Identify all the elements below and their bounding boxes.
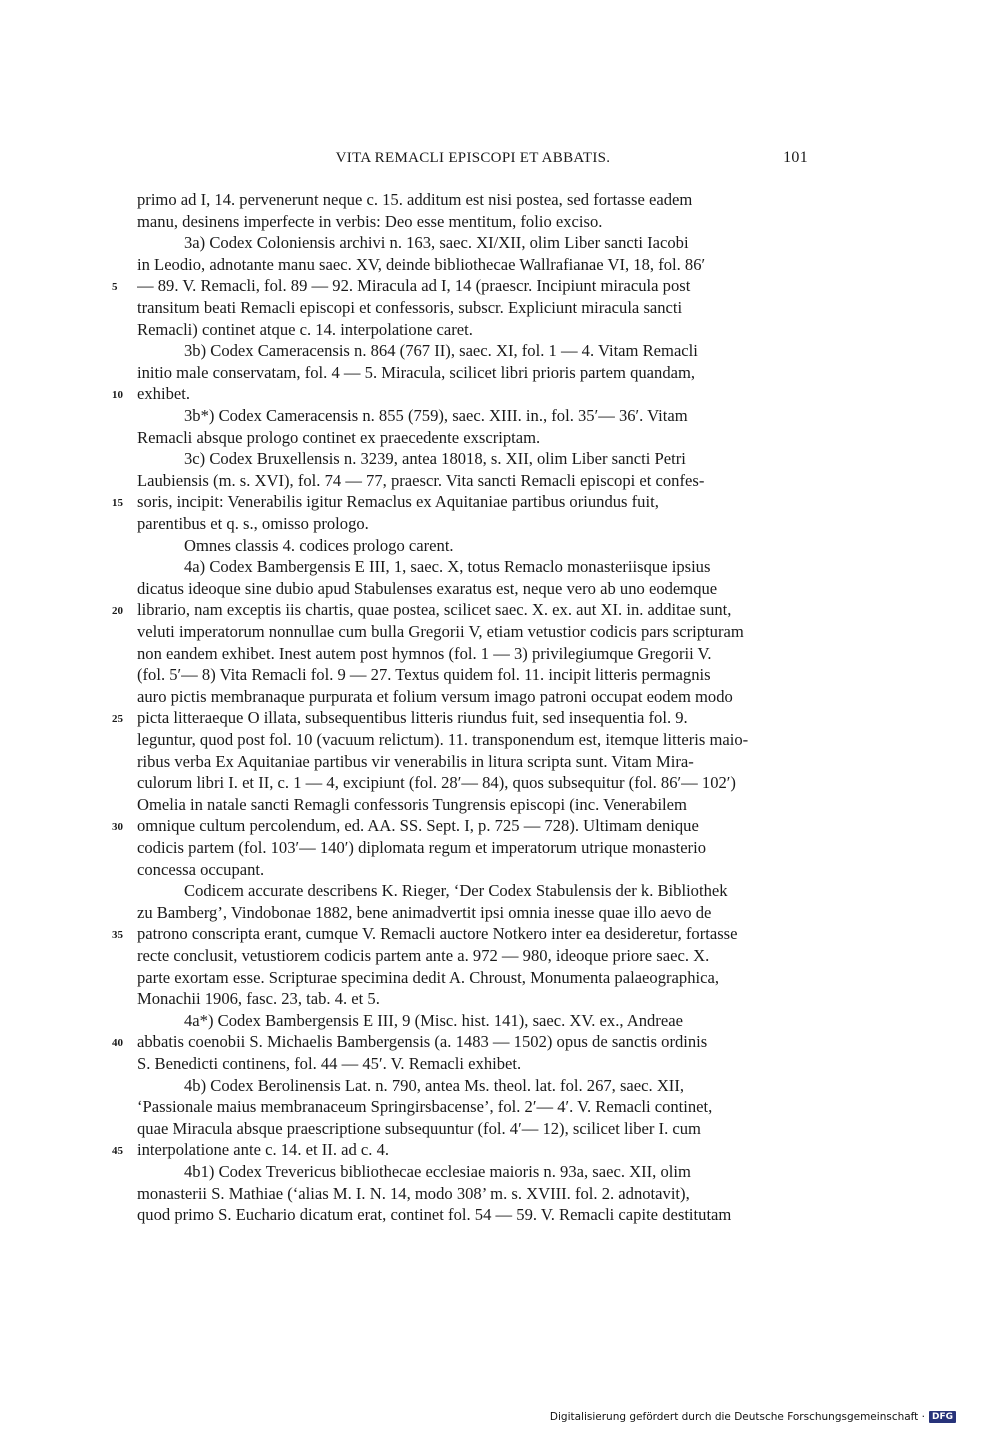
text-line-content: omnique cultum percolendum, ed. AA. SS. Sept. I, p. 725 — 728). Ultimam denique xyxy=(137,816,699,836)
text-line-content: 4a*) Codex Bambergensis E III, 9 (Misc. hist. 141), saec. XV. ex., Andreae xyxy=(184,1010,683,1030)
text-line-content: Remacli) continet atque c. 14. interpolatione caret. xyxy=(137,319,473,339)
text-line xyxy=(137,275,809,297)
text-line-content: Codicem accurate describens K. Rieger, ‘Der Codex Stabulensis der k. Bibliothek xyxy=(184,881,728,901)
text-line-content: auro pictis membranaque purpurata et folium versum imago patroni occupat eodem modo xyxy=(137,686,733,706)
text-line xyxy=(137,794,809,816)
text-line xyxy=(137,491,809,513)
text-line-content: dicatus ideoque sine dubio apud Stabulenses exaratus est, neque vero ab uno eodemque xyxy=(137,578,718,598)
text-line xyxy=(137,383,809,405)
text-line-content: 4b1) Codex Trevericus bibliothecae ecclesiae maioris n. 93a, saec. XII, olim xyxy=(184,1162,691,1181)
text-line xyxy=(137,1161,809,1183)
text-line xyxy=(137,707,809,729)
text-line-content: ribus verba Ex Aquitaniae partibus vir venerabilis in litura scripta sunt. Vitam Mira- xyxy=(137,751,694,771)
text-line-content: 4b) Codex Berolinensis Lat. n. 790, antea Ms. theol. lat. fol. 267, saec. XII, xyxy=(184,1075,685,1095)
text-line-content: primo ad I, 14. pervenerunt neque c. 15. additum est nisi postea, sed fortasse eadem xyxy=(137,190,693,209)
text-line xyxy=(137,1204,809,1226)
text-line-content: in Leodio, adnotante manu saec. XV, deinde bibliothecae Wallrafianae VI, 18, fol. 86′ xyxy=(137,254,706,274)
margin-line-number: 30 xyxy=(112,821,123,834)
text-line-content: Omnes classis 4. codices prologo carent. xyxy=(184,535,454,555)
text-line xyxy=(137,427,809,449)
footer-text: Digitalisierung gefördert durch die Deutsche Forschungsgemeinschaft · xyxy=(549,1411,925,1423)
text-line-content: veluti imperatorum nonnullae cum bulla Gregorii V, etiam vetustior codicis pars scripturam xyxy=(137,622,744,641)
text-line-content: culorum libri I. et II, c. 1 — 4, excipiunt (fol. 28′— 84), quos subsequitur (fol. 86′— 102′) xyxy=(137,773,736,793)
margin-line-number: 20 xyxy=(112,605,123,618)
text-line xyxy=(137,1075,809,1097)
text-line-content: interpolatione ante c. 14. et II. ad c. 4. xyxy=(137,1140,390,1160)
text-line-content: initio male conservatam, fol. 4 — 5. Miracula, scilicet libri prioris partem quandam, xyxy=(137,362,696,382)
text-line-content: soris, incipit: Venerabilis igitur Remaclus ex Aquitaniae partibus oriundus fuit, xyxy=(137,492,659,512)
text-line xyxy=(137,448,809,470)
text-line xyxy=(137,1031,809,1053)
text-line xyxy=(137,880,809,902)
text-line-content: exhibet. xyxy=(137,384,190,404)
text-line xyxy=(137,1096,809,1118)
text-line-content: 4a) Codex Bambergensis E III, 1, saec. X, totus Remaclo monasteriisque ipsius xyxy=(184,557,711,577)
text-line xyxy=(137,1183,809,1205)
text-line xyxy=(137,362,809,384)
text-line-content: transitum beati Remacli episcopi et confessoris, subscr. Expliciunt miracula sancti xyxy=(137,298,683,317)
margin-line-number: 45 xyxy=(112,1145,123,1158)
text-line xyxy=(137,1053,809,1075)
text-line xyxy=(137,902,809,924)
running-head xyxy=(138,150,808,172)
text-line-content: quod primo S. Euchario dicatum erat, continet fol. 54 — 59. V. Remacli capite destitutam xyxy=(137,1205,732,1225)
text-line-content: abbatis coenobii S. Michaelis Bambergensis (a. 1483 — 1502) opus de sanctis ordinis xyxy=(137,1032,708,1052)
text-line xyxy=(137,621,809,643)
margin-line-number: 40 xyxy=(112,1037,123,1050)
text-line-content: quae Miracula absque praescriptione subsequuntur (fol. 4′— 12), scilicet liber I. cum xyxy=(137,1118,701,1138)
text-line xyxy=(137,513,809,535)
text-line-content: monasterii S. Mathiae (‘alias M. I. N. 14, modo 308’ m. s. XVIII. fol. 2. adnotavit), xyxy=(137,1183,690,1203)
text-line xyxy=(137,988,809,1010)
text-line xyxy=(137,967,809,989)
text-line-content: parte exortam esse. Scripturae specimina dedit A. Chroust, Monumenta palaeographica, xyxy=(137,967,719,987)
text-line-content: 3a) Codex Coloniensis archivi n. 163, saec. XI/XII, olim Liber sancti Iacobi xyxy=(184,233,689,253)
text-line-content: recte conclusit, vetustiorem codicis partem ante a. 972 — 980, ideoque priore saec. X. xyxy=(137,946,710,965)
margin-line-number: 5 xyxy=(112,281,118,294)
text-line xyxy=(137,470,809,492)
text-line-content: 3b) Codex Cameracensis n. 864 (767 II), saec. XI, fol. 1 — 4. Vitam Remacli xyxy=(184,341,698,361)
text-line-content: (fol. 5′— 8) Vita Remacli fol. 9 — 27. Textus quidem fol. 11. incipit litteris permagnis xyxy=(137,665,711,685)
text-line-content: Laubiensis (m. s. XVI), fol. 74 — 77, praescr. Vita sancti Remacli episcopi et confes- xyxy=(137,470,705,490)
text-line xyxy=(137,815,809,837)
text-line xyxy=(137,837,809,859)
text-line xyxy=(137,859,809,881)
text-line-content: 3c) Codex Bruxellensis n. 3239, antea 18018, s. XII, olim Liber sancti Petri xyxy=(184,449,686,469)
text-line xyxy=(137,772,809,794)
text-line-content: non eandem exhibet. Inest autem post hymnos (fol. 1 — 3) privilegiumque Gregorii V. xyxy=(137,643,712,663)
text-line xyxy=(137,729,809,751)
margin-line-number: 35 xyxy=(112,929,123,942)
footer-credit xyxy=(550,1410,956,1424)
text-line-content: codicis partem (fol. 103′— 140′) diplomata regum et imperatorum utrique monasterio xyxy=(137,838,706,857)
text-line xyxy=(137,405,809,427)
margin-line-number: 15 xyxy=(112,497,123,510)
text-line xyxy=(137,319,809,341)
text-line-content: 3b*) Codex Cameracensis n. 855 (759), saec. XIII. in., fol. 35′— 36′. Vitam xyxy=(184,406,688,425)
text-line-content: zu Bamberg’, Vindobonae 1882, bene animadvertit ipsi omnia inesse quae illo aevo de xyxy=(137,902,712,922)
text-line-content: Monachii 1906, fasc. 23, tab. 4. et 5. xyxy=(137,989,380,1009)
running-title: VITA REMACLI EPISCOPI ET ABBATIS. xyxy=(335,150,611,166)
text-line xyxy=(137,340,809,362)
text-line xyxy=(137,1010,809,1032)
text-line-content: S. Benedicti continens, fol. 44 — 45′. V. Remacli exhibet. xyxy=(137,1054,522,1073)
text-line-content: patrono conscripta erant, cumque V. Remacli auctore Notkero inter ea desideretur, fortasse xyxy=(137,924,738,944)
text-line-content: concessa occupant. xyxy=(137,859,265,879)
text-line xyxy=(137,189,809,211)
text-line xyxy=(137,254,809,276)
text-line xyxy=(137,945,809,967)
text-line-content: manu, desinens imperfecte in verbis: Deo esse mentitum, folio exciso. xyxy=(137,211,603,231)
text-line xyxy=(137,643,809,665)
text-line xyxy=(137,599,809,621)
text-line-content: librario, nam exceptis iis chartis, quae postea, scilicet saec. X. ex. aut XI. in. additae sunt, xyxy=(137,600,732,620)
text-line xyxy=(137,751,809,773)
text-line xyxy=(137,1139,809,1161)
dfg-logo: DFG xyxy=(929,1411,956,1423)
margin-line-number: 10 xyxy=(112,389,123,402)
text-line xyxy=(137,535,809,557)
page-number: 101 xyxy=(783,149,808,166)
text-line-content: — 89. V. Remacli, fol. 89 — 92. Miracula ad I, 14 (praescr. Incipiunt miracula post xyxy=(137,276,691,296)
text-line xyxy=(137,686,809,708)
text-line xyxy=(137,578,809,600)
margin-line-number: 25 xyxy=(112,713,123,726)
text-line-content: Omelia in natale sancti Remagli confessoris Tungrensis episcopi (inc. Venerabilem xyxy=(137,794,687,814)
text-line xyxy=(137,664,809,686)
text-line-content: Remacli absque prologo continet ex praecedente exscriptam. xyxy=(137,427,541,447)
text-line-content: leguntur, quod post fol. 10 (vacuum relictum). 11. transponendum est, itemque litteris maio- xyxy=(137,730,749,749)
text-line-content: picta litteraeque O illata, subsequentibus litteris riundus fuit, sed insequentia fol. 9. xyxy=(137,708,688,728)
text-line-content: ‘Passionale maius membranaceum Springirsbacense’, fol. 2′— 4′. V. Remacli continet, xyxy=(137,1097,713,1117)
text-line xyxy=(137,232,809,254)
text-line xyxy=(137,923,809,945)
text-line xyxy=(137,297,809,319)
text-line xyxy=(137,1118,809,1140)
text-line xyxy=(137,556,809,578)
text-line xyxy=(137,211,809,233)
text-line-content: parentibus et q. s., omisso prologo. xyxy=(137,514,369,533)
